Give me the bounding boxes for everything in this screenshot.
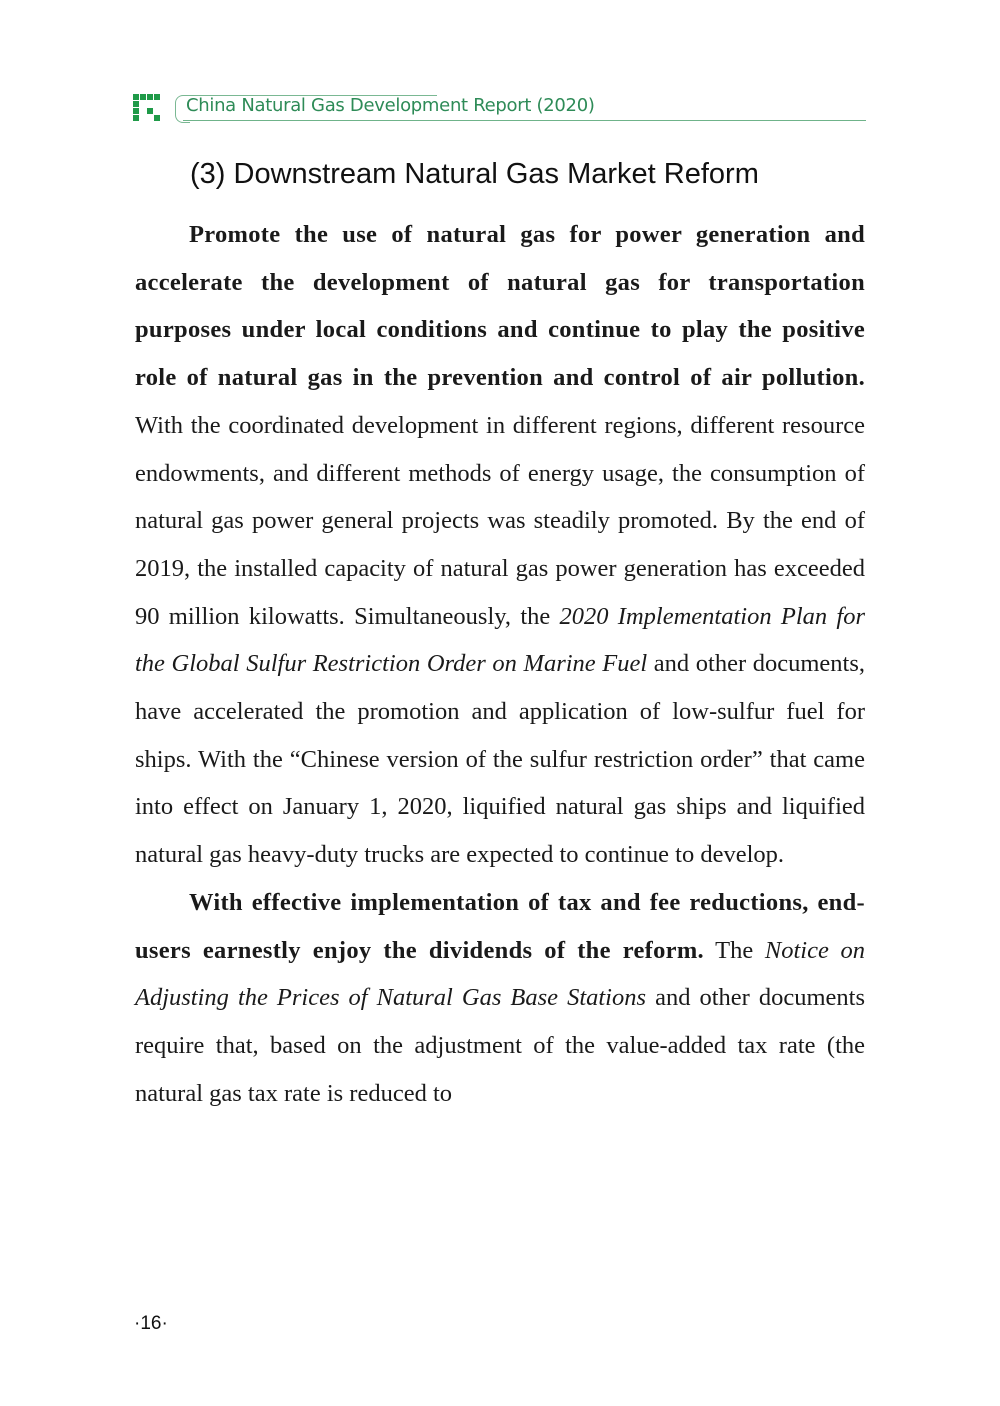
paragraph-text: The [703,936,765,964]
paragraph-text: and other documents, have accelerated the promotion and application of low-sulfur fuel for ships. With the “Chinese version of the sulfur restriction order” that came into effect on January 1, 2020, liquified natural gas ships and liquified natural gas heavy-duty trucks are expected to continue to develop. [135,650,865,869]
paragraph-text: and other documents require that, based on the adjustment of the value-added tax rate (the natural gas tax rate is reduced to [135,984,865,1107]
document-title-italic: 2020 Implementation Plan for the Global Sulfur Restriction Order on Marine Fuel [135,602,865,678]
header-bottom-rule [183,120,866,121]
running-header [133,92,866,126]
paragraph [135,879,865,1118]
paragraph [135,211,865,879]
paragraph-lead: With effective implementation of tax and fee reductions, end-users earnestly enjoy the dividends of the reform. [135,888,865,964]
section-heading: (3) Downstream Natural Gas Market Reform [190,158,759,190]
body-text [135,211,865,1117]
header-frame [175,92,866,122]
report-title: China Natural Gas Development Report (2020) [186,95,595,116]
page-number: ·16· [134,1313,168,1334]
document-title-italic: Notice on Adjusting the Prices of Natural Gas Base Stations [135,936,865,1012]
paragraph-text: With the coordinated development in different regions, different resource endowments, and different methods of energy usage, the consumption of natural gas power general projects was steadily promoted. By the end of 2019, the installed capacity of natural gas power generation has exceeded 90 million kilowatts. Simultaneously, the [135,411,865,630]
paragraph-lead: Promote the use of natural gas for power generation and accelerate the development of natural gas for transportation purposes under local conditions and continue to play the positive role of natural gas in the prevention and control of air pollution. [135,221,865,392]
green-square-grid-logo-icon [133,94,165,122]
